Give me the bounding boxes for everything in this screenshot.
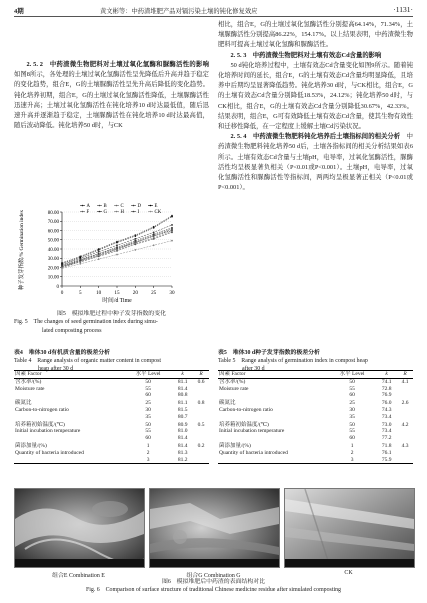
germination-index-chart bbox=[14, 202, 209, 307]
table-row bbox=[14, 407, 209, 414]
table-4-caption-en-cont: heap after 30 d bbox=[38, 366, 74, 372]
sem-micrograph bbox=[15, 489, 144, 567]
data-point-H bbox=[116, 249, 118, 251]
legend-marker bbox=[116, 211, 118, 213]
data-point-CK bbox=[134, 249, 136, 251]
data-point-H bbox=[134, 243, 136, 245]
table-row bbox=[218, 457, 413, 464]
factor-cell: 培养箱初始温度/(℃) bbox=[219, 421, 269, 428]
level-cell: 1 bbox=[350, 442, 354, 449]
data-point-CK bbox=[61, 268, 63, 270]
r-cell bbox=[193, 407, 209, 414]
sem-micrograph bbox=[285, 489, 414, 567]
data-point-G bbox=[171, 215, 173, 217]
table-4-body bbox=[14, 378, 209, 464]
series-line-G bbox=[62, 216, 172, 263]
figure-5-caption-en-cont: lated composting process bbox=[42, 327, 102, 334]
legend-marker bbox=[133, 205, 135, 207]
figure-5-caption-cn: 图5 模拟堆肥过程中种子发芽指数的变化 bbox=[57, 311, 166, 317]
data-point-H bbox=[98, 255, 100, 257]
r-cell: 4.2 bbox=[401, 421, 409, 428]
k-cell: 76.1 bbox=[381, 449, 392, 456]
journal-edition: 4期 bbox=[14, 8, 24, 15]
level-cell: 30 bbox=[145, 406, 151, 413]
data-point-CK bbox=[171, 240, 173, 242]
level-cell: 55 bbox=[349, 428, 355, 435]
series-line-E bbox=[62, 217, 172, 264]
legend-label: A bbox=[86, 204, 90, 209]
r-cell: 0.6 bbox=[197, 378, 205, 385]
k-cell: 81.5 bbox=[177, 406, 188, 413]
data-point-F bbox=[153, 235, 155, 237]
level-cell: 3 bbox=[146, 456, 150, 463]
sem-label-g: 组合G Combination G bbox=[186, 573, 241, 579]
table-row bbox=[14, 392, 209, 399]
k-cell: 81.1 bbox=[177, 378, 188, 385]
body-paragraph bbox=[14, 60, 209, 131]
chart-grid bbox=[62, 212, 172, 277]
level-cell: 60 bbox=[145, 392, 151, 399]
r-cell: 4.1 bbox=[401, 378, 409, 385]
level-cell: 25 bbox=[145, 400, 151, 407]
body-paragraph: 50 d钝化培养过程中，土壤有效态Cd含量变化如图9所示。随着钝化培养时间的延长，组合E，G的土壤有效态Cd含量均明显降低，且培养中后期均呈显著降低趋势。钝化培养30 d时，与CK相比，组合E，G的土壤有效态Cd含量分别降低18.53%，24.12%；钝化培养50 d时，与CK相比，组合E，G的土壤有效态Cd含量分别降低30.67%，42.33%。结果表明，组合E，G可有效降低土壤有效态Cd含量，使其生物有效性和迁移性降低，在一定程度上缓解土壤Cd污染状况。 bbox=[218, 61, 413, 131]
k-cell: 81.4 bbox=[177, 442, 188, 449]
factor-cell bbox=[218, 392, 328, 399]
k-cell: 74.1 bbox=[381, 378, 392, 385]
level-cell: 35 bbox=[349, 413, 355, 420]
r-cell bbox=[193, 457, 209, 464]
level-cell: 50 bbox=[145, 378, 151, 385]
factor-cell: Initial incubation temperature bbox=[15, 428, 81, 435]
r-cell bbox=[193, 450, 209, 457]
y-tick-label: 60.00 bbox=[47, 229, 59, 235]
k-cell: 81.4 bbox=[177, 385, 188, 392]
figure-5-caption bbox=[14, 310, 209, 335]
k-cell: 81.0 bbox=[177, 428, 188, 435]
factor-cell: Quantity of bacteria introduced bbox=[15, 449, 84, 456]
data-point-D bbox=[98, 251, 100, 253]
x-tick-label: 0 bbox=[60, 290, 64, 296]
level-cell: 2 bbox=[350, 449, 354, 456]
r-cell bbox=[193, 392, 209, 399]
table-row bbox=[14, 421, 209, 429]
body-paragraph bbox=[218, 132, 413, 193]
r-cell: 2.6 bbox=[401, 400, 409, 407]
level-cell: 55 bbox=[145, 428, 151, 435]
data-point-I bbox=[98, 253, 100, 255]
data-point-H bbox=[153, 237, 155, 239]
section-text: 中药渣微生物肥料钝化培养50 d后，土壤各指标间的相关分析结果如表6所示。土壤有效态Cd含量与土壤pH，电导率，过氧化氢酶活性，脲酶活性均呈极显著负相关（P<0.01或P<0.001）。土壤pH，电导率，过氧化氢酶活性和脲酶活性等指标间，两两均呈极显著正相关（P<0.01或P<0.001）。 bbox=[218, 133, 413, 192]
data-point-G bbox=[134, 234, 136, 236]
legend-marker bbox=[82, 205, 84, 207]
k-cell: 76.0 bbox=[381, 400, 392, 407]
x-tick-label: 15 bbox=[114, 290, 120, 296]
k-cell: 72.8 bbox=[381, 385, 392, 392]
sem-micrograph bbox=[150, 489, 279, 567]
x-axis-label: 时间/d Time bbox=[102, 298, 132, 304]
table-row bbox=[14, 450, 209, 457]
y-axis-label: 种子发芽指数/% Germination index bbox=[19, 209, 25, 291]
legend-marker bbox=[116, 205, 118, 207]
header-factor: 因素 Factor bbox=[219, 371, 246, 377]
level-cell: 35 bbox=[145, 413, 151, 420]
data-point-CK bbox=[79, 263, 81, 265]
k-cell: 73.0 bbox=[381, 421, 392, 428]
factor-cell: 碳氮比 bbox=[219, 400, 236, 407]
factor-cell: 菌添加量/(%) bbox=[15, 442, 47, 449]
r-cell bbox=[397, 428, 413, 435]
chart-canvas bbox=[14, 202, 209, 307]
k-cell: 75.9 bbox=[381, 456, 392, 463]
legend-marker bbox=[82, 211, 84, 213]
x-tick-label: 25 bbox=[151, 290, 157, 296]
k-cell: 71.8 bbox=[381, 442, 392, 449]
table-5-body bbox=[218, 378, 413, 464]
level-cell: 30 bbox=[349, 406, 355, 413]
x-tick-label: 10 bbox=[96, 290, 102, 296]
y-tick-label: 10.00 bbox=[47, 275, 59, 281]
header-factor: 因素 Factor bbox=[15, 371, 42, 377]
data-point-I bbox=[171, 227, 173, 229]
y-tick-label: 30.00 bbox=[47, 257, 59, 263]
table-row bbox=[14, 386, 209, 393]
k-cell: 80.8 bbox=[177, 392, 188, 399]
data-point-G bbox=[98, 248, 100, 250]
r-cell: 0.2 bbox=[197, 442, 205, 449]
table-row bbox=[218, 392, 413, 399]
figure-6-caption bbox=[14, 578, 413, 595]
legend-marker bbox=[150, 211, 152, 213]
page-number: ·1131· bbox=[393, 5, 413, 14]
factor-cell: 含水率/(%) bbox=[219, 378, 246, 385]
legend-label: CK bbox=[154, 210, 162, 215]
header-level: 水平 Level bbox=[135, 371, 161, 377]
data-point-D bbox=[171, 224, 173, 226]
factor-cell: 培养箱初始温度/(℃) bbox=[15, 421, 65, 428]
chart-ticks bbox=[48, 211, 175, 296]
data-point-G bbox=[153, 226, 155, 228]
table-row bbox=[14, 435, 209, 442]
factor-cell: Carbon-to-nitrogen ratio bbox=[15, 406, 69, 413]
r-cell bbox=[397, 457, 413, 464]
legend-label: D bbox=[137, 204, 141, 209]
sem-label-ck: CK bbox=[344, 570, 353, 576]
r-cell bbox=[193, 428, 209, 435]
r-cell bbox=[397, 450, 413, 457]
table-header-row bbox=[218, 371, 413, 379]
table-row bbox=[14, 414, 209, 421]
data-point-G bbox=[79, 256, 81, 258]
factor-cell bbox=[218, 435, 328, 442]
k-cell: 81.4 bbox=[177, 435, 188, 442]
table-4-caption-en: Table 4 Range analysis of organic matter content in compost bbox=[14, 358, 162, 364]
header-level: 水平 Level bbox=[339, 371, 365, 377]
data-point-CK bbox=[153, 244, 155, 246]
legend-label: E bbox=[154, 204, 158, 209]
level-cell: 1 bbox=[146, 442, 150, 449]
data-point-I bbox=[134, 240, 136, 242]
figure-5-caption-en: Fig. 5 The changes of seed germination index during simu- bbox=[14, 319, 158, 326]
table-row bbox=[218, 421, 413, 429]
header-r: R bbox=[199, 371, 203, 377]
factor-cell bbox=[14, 414, 124, 421]
factor-cell: 菌添加量/(%) bbox=[219, 442, 251, 449]
table-4 bbox=[14, 370, 209, 464]
level-cell: 50 bbox=[349, 421, 355, 428]
page-header bbox=[14, 4, 413, 17]
section-text: 如图8所示，各处理的土壤过氧化氢酶活性呈先降低后升高并趋于稳定的变化趋势，组合E，G的土壤脲酶活性呈先升高后降低的变化趋势。钝化培养初期，组合E，G的土壤过氧化氢酶活性降低，土壤脲酶活性迅速升高；土壤过氧化氢酶活性在钝化培养10 d时达最低值，随后迅速升高并逐渐趋于稳定，土壤脲酶活性在钝化培养10 d时达最高值，随后波动降低。钝化培养50 d时，与CK bbox=[14, 71, 209, 130]
k-cell: 80.7 bbox=[177, 413, 188, 420]
level-cell: 60 bbox=[349, 435, 355, 442]
y-tick-label: 70.00 bbox=[47, 220, 59, 226]
chart-series bbox=[61, 215, 173, 270]
factor-cell bbox=[14, 392, 124, 399]
table-5-title: 表5 堆体30 d种子发芽指数的极差分析 bbox=[218, 350, 320, 356]
data-point-F bbox=[171, 229, 173, 231]
factor-cell: Quantity of bacteria introduced bbox=[219, 449, 288, 456]
sem-image-ck bbox=[284, 488, 415, 568]
k-cell: 80.9 bbox=[177, 421, 188, 428]
k-cell: 81.2 bbox=[177, 456, 188, 463]
factor-cell: Carbon-to-nitrogen ratio bbox=[219, 406, 273, 413]
level-cell: 50 bbox=[349, 378, 355, 385]
figure-6-caption-cn: 图6 模拟堆肥后中药渣的表面结构对比 bbox=[161, 579, 266, 585]
left-text-column bbox=[14, 60, 209, 131]
y-tick-label: 20.00 bbox=[47, 266, 59, 272]
data-point-CK bbox=[98, 258, 100, 260]
sem-label-e: 组合E Combination E bbox=[52, 573, 105, 579]
legend-label: F bbox=[86, 210, 90, 215]
section-heading: 2. 5. 3 中药渣微生物肥料对土壤有效态Cd含量的影响 bbox=[230, 51, 382, 59]
level-cell: 60 bbox=[145, 435, 151, 442]
section-heading: 2. 5. 4 中药渣微生物肥料钝化培养后土壤指标间的相关分析 bbox=[230, 133, 401, 141]
legend-label: I bbox=[137, 210, 140, 215]
level-cell: 55 bbox=[349, 385, 355, 392]
legend-marker bbox=[99, 205, 101, 207]
table-row bbox=[14, 457, 209, 464]
data-point-I bbox=[116, 246, 118, 248]
level-cell: 60 bbox=[349, 392, 355, 399]
data-point-H bbox=[171, 231, 173, 233]
factor-cell: Moisture rate bbox=[219, 385, 249, 392]
r-cell bbox=[397, 414, 413, 421]
figure-6-caption-en: Fig. 6 Comparison of surface structure of traditional Chinese medicine residue after simulated composting bbox=[85, 587, 342, 594]
sem-image-combination-e bbox=[14, 488, 145, 568]
table-row bbox=[218, 428, 413, 435]
r-cell: 0.8 bbox=[197, 400, 205, 407]
r-cell bbox=[397, 435, 413, 442]
table-row bbox=[218, 399, 413, 407]
table-5-caption-en-cont: after 30 d bbox=[242, 366, 265, 372]
table-row bbox=[218, 378, 413, 385]
data-point-I bbox=[61, 265, 63, 267]
data-point-I bbox=[79, 259, 81, 261]
header-r: R bbox=[403, 371, 407, 377]
k-cell: 81.3 bbox=[177, 449, 188, 456]
factor-cell bbox=[218, 457, 328, 464]
table-row bbox=[218, 414, 413, 421]
r-cell: 4.3 bbox=[401, 442, 409, 449]
k-cell: 76.9 bbox=[381, 392, 392, 399]
table-row bbox=[218, 386, 413, 393]
level-cell: 2 bbox=[146, 449, 150, 456]
factor-cell: Initial incubation temperature bbox=[219, 428, 285, 435]
sem-image-combination-g bbox=[149, 488, 280, 568]
factor-cell bbox=[14, 435, 124, 442]
right-text-column bbox=[218, 20, 413, 193]
table-row bbox=[14, 378, 209, 385]
y-tick-label: 0 bbox=[56, 284, 59, 290]
y-tick-label: 80.00 bbox=[47, 210, 59, 216]
x-tick-label: 20 bbox=[132, 290, 138, 296]
table-5-caption-en: Table 5 Range analysis of germination index in compost heap bbox=[218, 358, 368, 364]
table-header-row bbox=[14, 371, 209, 379]
factor-cell: Moisture rate bbox=[15, 385, 45, 392]
table-row bbox=[218, 442, 413, 450]
table-4-title: 表4 堆体30 d有机质含量的极差分析 bbox=[14, 350, 111, 356]
x-tick-label: 5 bbox=[79, 290, 82, 296]
y-tick-label: 50.00 bbox=[47, 238, 59, 244]
chart-legend bbox=[80, 204, 162, 215]
k-cell: 73.4 bbox=[381, 428, 392, 435]
r-cell: 0.5 bbox=[197, 421, 205, 428]
factor-cell: 碳氮比 bbox=[15, 400, 32, 407]
r-cell bbox=[397, 386, 413, 393]
section-heading: 2. 5. 2 中药渣微生物肥料对土壤过氧化氢酶和脲酶活性的影响 bbox=[26, 61, 209, 68]
k-cell: 73.4 bbox=[381, 413, 392, 420]
r-cell bbox=[193, 414, 209, 421]
k-cell: 74.3 bbox=[381, 406, 392, 413]
factor-cell bbox=[218, 414, 328, 421]
data-point-G bbox=[116, 241, 118, 243]
legend-marker bbox=[133, 211, 135, 213]
body-paragraph bbox=[218, 51, 413, 61]
legend-label: G bbox=[103, 210, 107, 215]
body-paragraph: 相比，组合E，G的土壤过氧化氢酶活性分别提高64.14%，71.34%，土壤脲酶活性分别提高86.22%，154.17%。以上结果表明，中药渣微生物肥料可提高土壤过氧化氢酶和脲酶活性。 bbox=[218, 21, 413, 49]
running-title: 黄文彬等：中药渣堆肥产品对镉污染土壤的钝化修复效应 bbox=[100, 8, 258, 15]
x-tick-label: 30 bbox=[169, 290, 175, 296]
header-k: k bbox=[181, 371, 184, 377]
legend-label: B bbox=[103, 204, 107, 209]
legend-label: H bbox=[120, 210, 124, 215]
table-row bbox=[218, 435, 413, 442]
data-point-D bbox=[116, 244, 118, 246]
factor-cell: 含水率/(%) bbox=[15, 378, 42, 385]
k-cell: 81.1 bbox=[177, 400, 188, 407]
data-point-CK bbox=[116, 254, 118, 256]
data-point-I bbox=[153, 233, 155, 235]
legend-marker bbox=[99, 211, 101, 213]
level-cell: 50 bbox=[145, 421, 151, 428]
r-cell bbox=[397, 407, 413, 414]
k-cell: 77.2 bbox=[381, 435, 392, 442]
legend-label: C bbox=[120, 204, 124, 209]
r-cell bbox=[193, 435, 209, 442]
level-cell: 55 bbox=[145, 385, 151, 392]
level-cell: 25 bbox=[349, 400, 355, 407]
r-cell bbox=[397, 392, 413, 399]
level-cell: 3 bbox=[350, 456, 354, 463]
table-row bbox=[218, 407, 413, 414]
data-point-D bbox=[134, 238, 136, 240]
header-k: k bbox=[385, 371, 388, 377]
table-row bbox=[14, 442, 209, 450]
data-point-G bbox=[61, 262, 63, 264]
factor-cell bbox=[14, 457, 124, 464]
data-point-D bbox=[153, 231, 155, 233]
table-row bbox=[14, 428, 209, 435]
r-cell bbox=[193, 386, 209, 393]
y-tick-label: 40.00 bbox=[47, 247, 59, 253]
table-row bbox=[14, 399, 209, 407]
table-row bbox=[218, 450, 413, 457]
legend-marker bbox=[150, 205, 152, 207]
table-5 bbox=[218, 370, 413, 464]
